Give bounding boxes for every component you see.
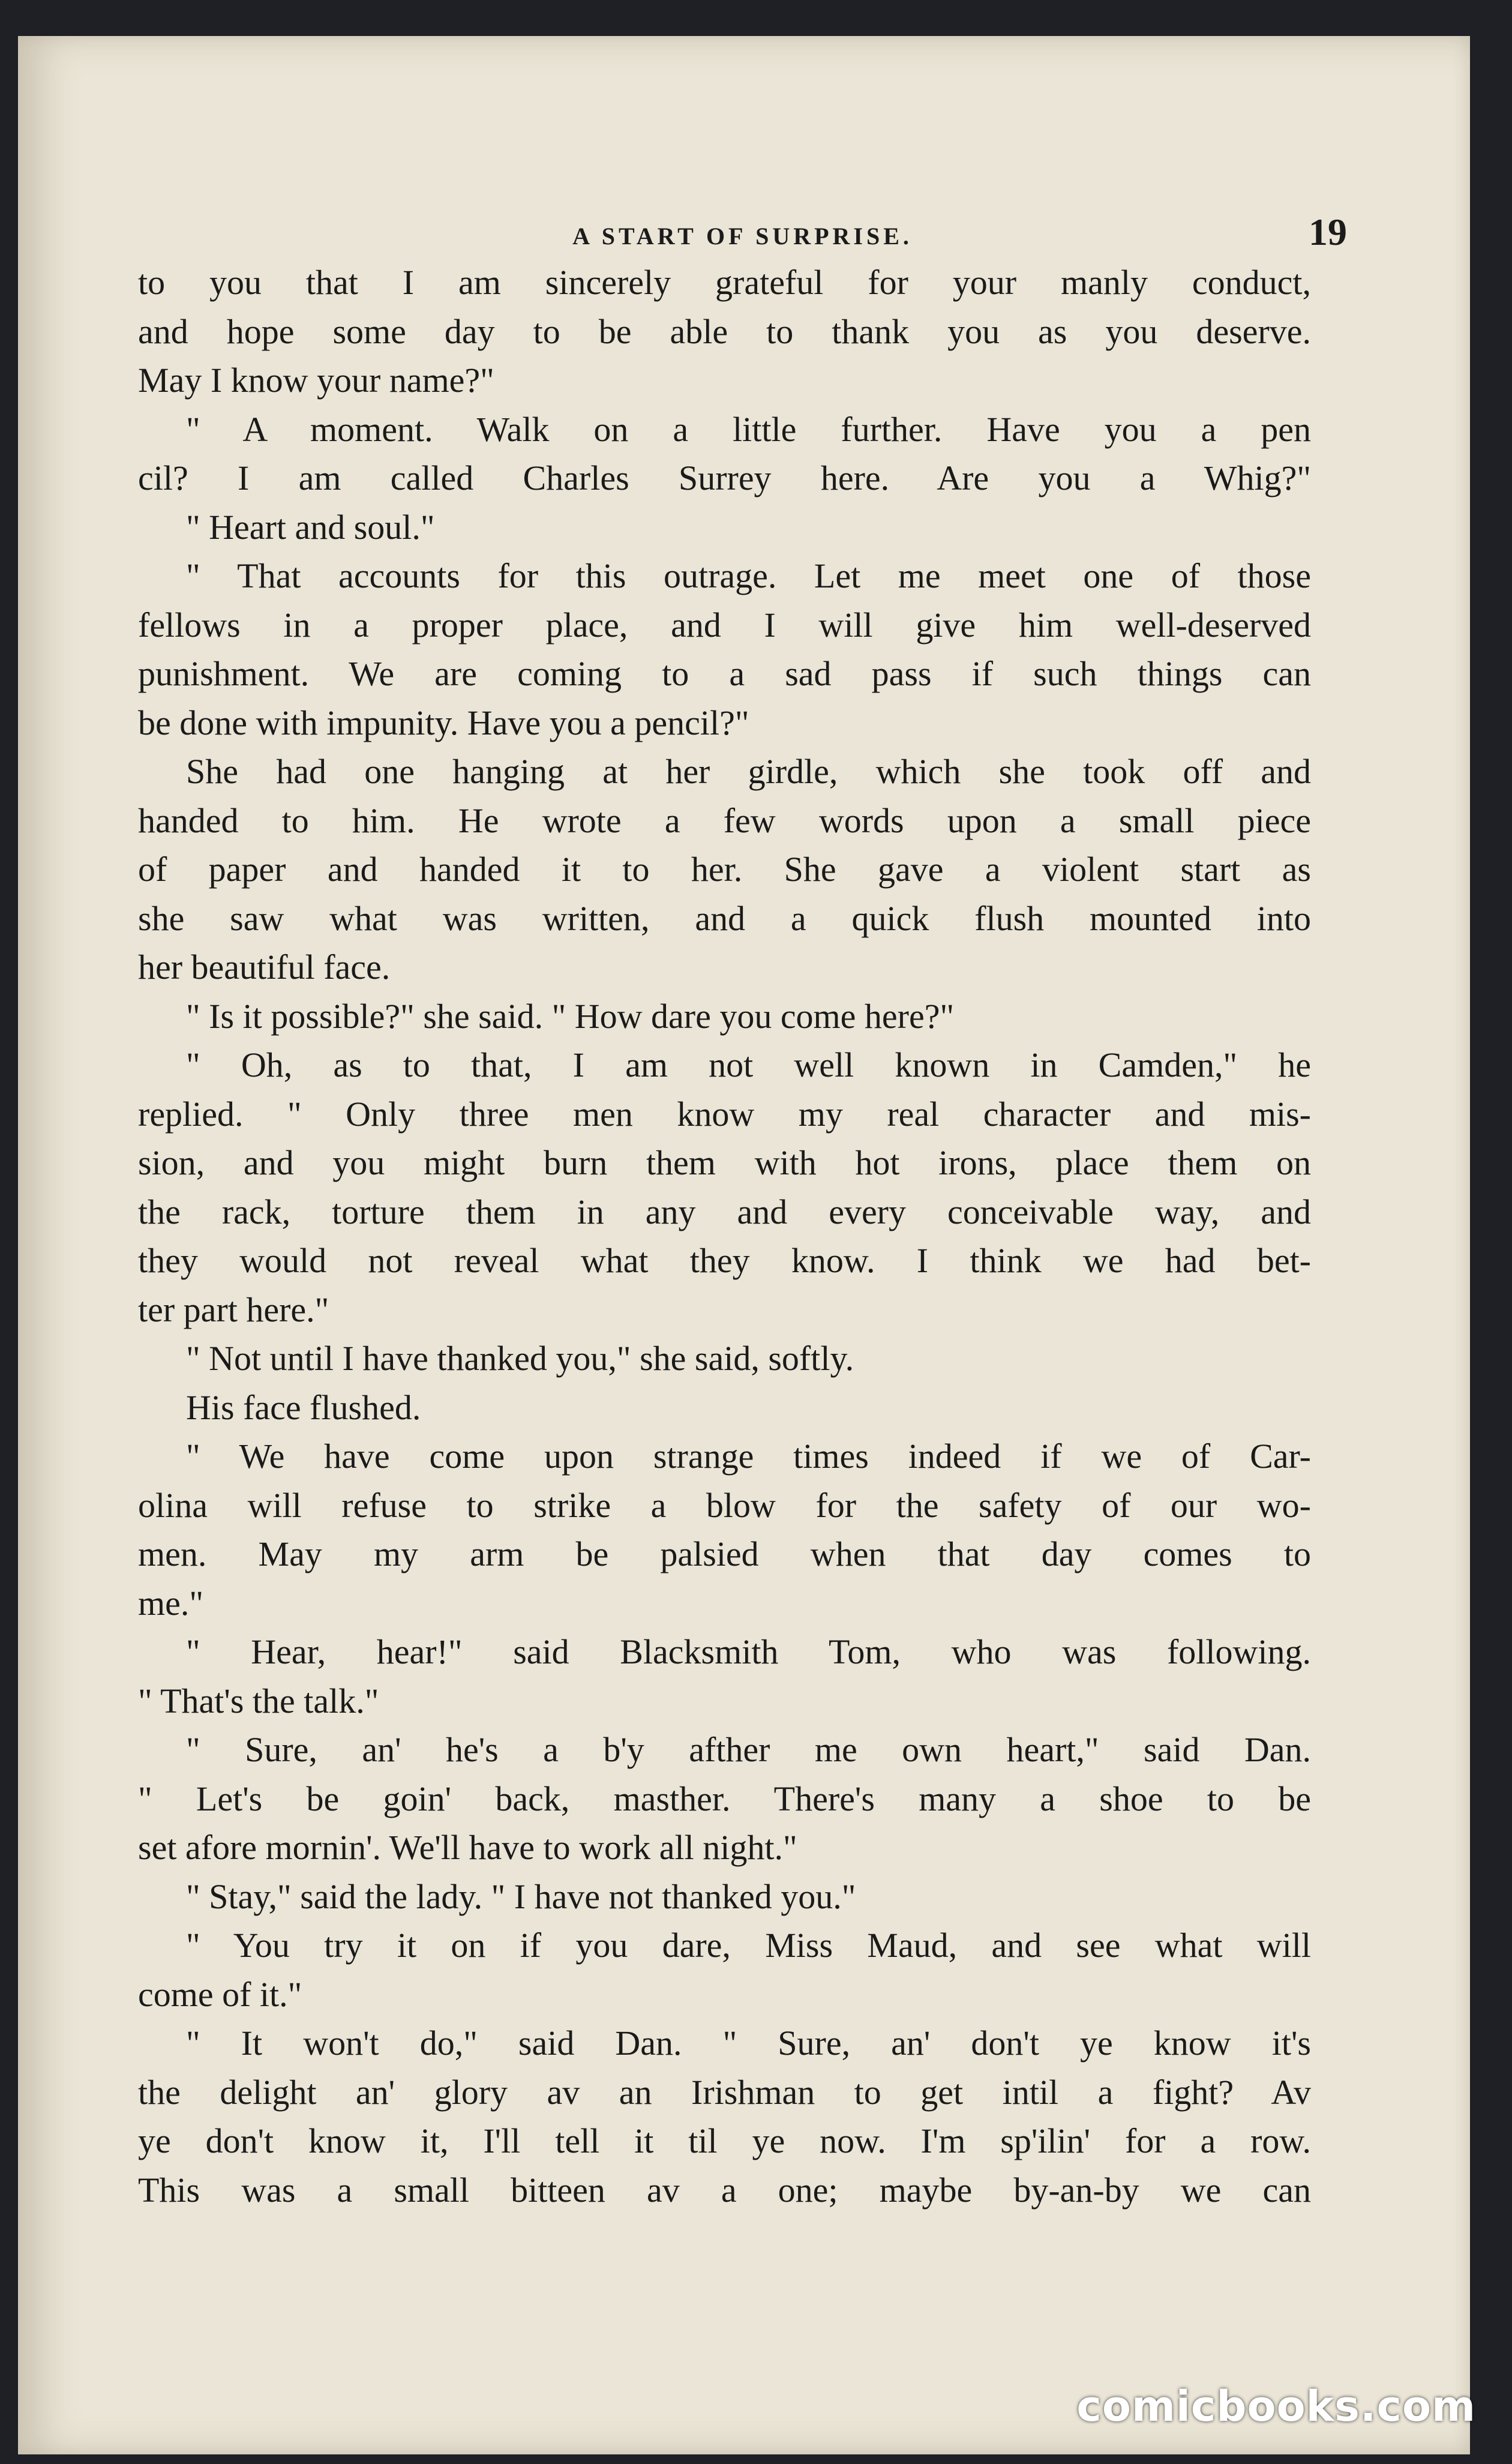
text-line: set afore mornin'. We'll have to work all night." <box>138 1828 797 1867</box>
text-line: they would not reveal what they know. I think we had bet- <box>138 1241 1311 1280</box>
text-line: " Sure, an' he's a b'y afther me own heart," said Dan. <box>186 1730 1311 1769</box>
text-line: handed to him. He wrote a few words upon a small piece <box>138 801 1311 840</box>
text-line: " That's the talk." <box>138 1681 379 1720</box>
text-line: " You try it on if you dare, Miss Maud, and see what will <box>186 1926 1311 1965</box>
text-line: come of it." <box>138 1974 302 2014</box>
text-line: " Stay," said the lady. " I have not thanked you." <box>186 1877 856 1916</box>
text-line: She had one hanging at her girdle, which she took off and <box>186 752 1311 791</box>
text-line: His face flushed. <box>186 1387 421 1427</box>
page-number: 19 <box>1309 211 1347 253</box>
text-line: she saw what was written, and a quick flush mounted into <box>138 898 1311 938</box>
text-line: and hope some day to be able to thank you as you deserve. <box>138 311 1311 351</box>
text-line: the rack, torture them in any and every conceivable way, and <box>138 1192 1311 1231</box>
text-line: ye don't know it, I'll tell it til ye now. I'm sp'ilin' for a row. <box>138 2121 1311 2160</box>
text-line: the delight an' glory av an Irishman to get intil a fight? Av <box>138 2072 1311 2112</box>
text-line: fellows in a proper place, and I will give him well-deserved <box>138 605 1311 645</box>
text-line: ter part here." <box>138 1290 329 1329</box>
text-line: be done with impunity. Have you a pencil?" <box>138 703 749 742</box>
text-line: of paper and handed it to her. She gave a violent start as <box>138 850 1311 889</box>
text-line: sion, and you might burn them with hot irons, place them on <box>138 1143 1311 1182</box>
text-line: " Is it possible?" she said. " How dare you come here?" <box>186 996 955 1036</box>
text-line: punishment. We are coming to a sad pass if such things can <box>138 654 1311 693</box>
text-line: " Not until I have thanked you," she said, softly. <box>186 1339 854 1378</box>
running-head: A START OF SURPRISE. <box>572 223 913 250</box>
text-line: " Hear, hear!" said Blacksmith Tom, who was following. <box>186 1632 1311 1671</box>
site-watermark: comicbooks.com <box>1076 2382 1476 2431</box>
text-line: replied. " Only three men know my real character and mis- <box>138 1094 1311 1134</box>
text-line: olina will refuse to strike a blow for the safety of our wo- <box>138 1485 1311 1525</box>
body-text <box>138 258 1311 2214</box>
text-line: " Let's be goin' back, masther. There's many a shoe to be <box>138 1779 1311 1818</box>
text-line: " Heart and soul." <box>186 507 435 547</box>
text-line: men. May my arm be palsied when that day comes to <box>138 1534 1311 1573</box>
page-header <box>150 186 1347 253</box>
text-line: " Oh, as to that, I am not well known in Camden," he <box>186 1045 1311 1084</box>
text-line: " We have come upon strange times indeed if we of Car- <box>186 1437 1311 1476</box>
text-line: This was a small bitteen av a one; maybe by-an-by we can <box>138 2170 1311 2210</box>
text-line: her beautiful face. <box>138 948 391 987</box>
text-line: to you that I am sincerely grateful for your manly conduct, <box>138 263 1311 302</box>
text-line: May I know your name?" <box>138 361 494 400</box>
text-line: " A moment. Walk on a little further. Have you a pen <box>186 409 1311 449</box>
text-line: cil? I am called Charles Surrey here. Are you a Whig?" <box>138 458 1311 497</box>
text-line: " It won't do," said Dan. " Sure, an' don't ye know it's <box>186 2024 1311 2063</box>
text-line: me." <box>138 1583 204 1623</box>
text-line: " That accounts for this outrage. Let me meet one of those <box>186 556 1311 595</box>
